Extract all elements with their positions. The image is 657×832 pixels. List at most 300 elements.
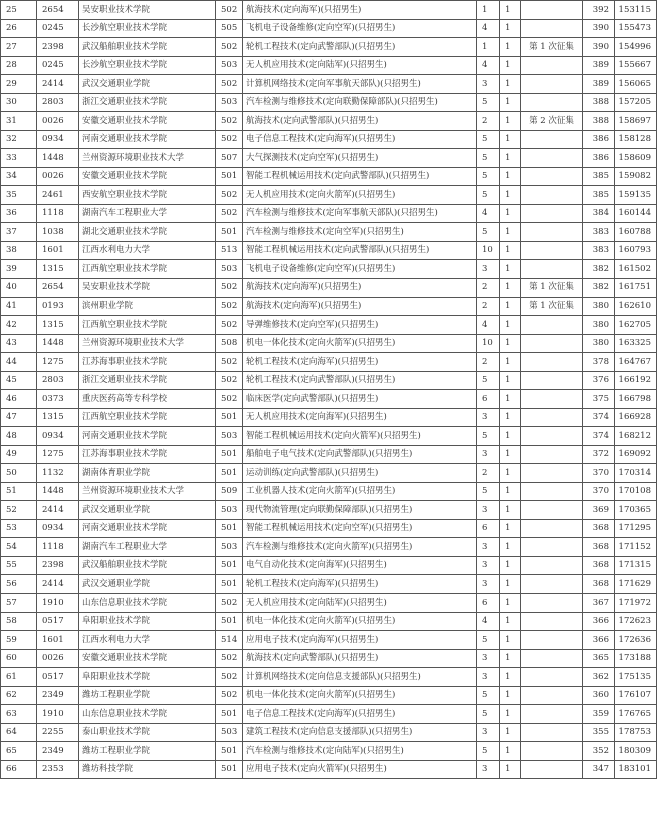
table-row <box>1 93 657 112</box>
school-name-cell: 潍坊工程职业学院 <box>79 742 216 761</box>
major-name-cell: 机电一体化技术(定向火箭军)(只招男生) <box>243 334 477 353</box>
collection-round-cell <box>521 594 583 613</box>
collection-round-cell <box>521 75 583 94</box>
min-rank-cell: 154996 <box>615 38 657 57</box>
major-name-cell: 轮机工程技术(定向武警部队)(只招男生) <box>243 371 477 390</box>
min-rank-cell: 156065 <box>615 75 657 94</box>
table-row <box>1 223 657 242</box>
major-name-cell: 智能工程机械运用技术(定向空军)(只招男生) <box>243 519 477 538</box>
admit-count-cell: 1 <box>500 501 521 520</box>
collection-round-cell <box>521 742 583 761</box>
plan-count-cell: 3 <box>477 668 500 687</box>
row-index-cell: 25 <box>1 1 37 20</box>
major-code-cell: 513 <box>216 241 243 260</box>
major-name-cell: 无人机应用技术(定向海军)(只招男生) <box>243 408 477 427</box>
row-index-cell: 57 <box>1 594 37 613</box>
min-rank-cell: 171972 <box>615 594 657 613</box>
row-index-cell: 49 <box>1 445 37 464</box>
table-row <box>1 316 657 335</box>
collection-round-cell <box>521 316 583 335</box>
admit-count-cell: 1 <box>500 519 521 538</box>
table-row <box>1 760 657 779</box>
row-index-cell: 40 <box>1 278 37 297</box>
plan-count-cell: 5 <box>477 482 500 501</box>
min-rank-cell: 170314 <box>615 464 657 483</box>
admit-count-cell: 1 <box>500 316 521 335</box>
admit-count-cell: 1 <box>500 149 521 168</box>
school-name-cell: 兰州资源环境职业技术大学 <box>79 334 216 353</box>
major-code-cell: 501 <box>216 742 243 761</box>
min-score-cell: 380 <box>583 297 615 316</box>
admit-count-cell: 1 <box>500 390 521 409</box>
min-score-cell: 352 <box>583 742 615 761</box>
collection-round-cell <box>521 631 583 650</box>
min-score-cell: 388 <box>583 112 615 131</box>
table-row <box>1 241 657 260</box>
school-name-cell: 安徽交通职业技术学院 <box>79 112 216 131</box>
row-index-cell: 43 <box>1 334 37 353</box>
table-row <box>1 668 657 687</box>
row-index-cell: 55 <box>1 556 37 575</box>
school-name-cell: 江苏海事职业技术学院 <box>79 445 216 464</box>
min-rank-cell: 166192 <box>615 371 657 390</box>
row-index-cell: 48 <box>1 427 37 446</box>
plan-count-cell: 5 <box>477 223 500 242</box>
admit-count-cell: 1 <box>500 353 521 372</box>
school-name-cell: 潍坊工程职业学院 <box>79 686 216 705</box>
school-name-cell: 重庆医药高等专科学校 <box>79 390 216 409</box>
admit-count-cell: 1 <box>500 204 521 223</box>
major-code-cell: 509 <box>216 482 243 501</box>
collection-round-cell <box>521 204 583 223</box>
table-row <box>1 519 657 538</box>
admit-count-cell: 1 <box>500 464 521 483</box>
major-code-cell: 502 <box>216 112 243 131</box>
min-score-cell: 368 <box>583 538 615 557</box>
school-name-cell: 江西航空职业技术学院 <box>79 260 216 279</box>
collection-round-cell <box>521 723 583 742</box>
school-code-cell: 2803 <box>37 371 79 390</box>
major-name-cell: 航海技术(定向海军)(只招男生) <box>243 1 477 20</box>
plan-count-cell: 5 <box>477 705 500 724</box>
min-rank-cell: 161751 <box>615 278 657 297</box>
major-code-cell: 501 <box>216 519 243 538</box>
row-index-cell: 53 <box>1 519 37 538</box>
table-row <box>1 482 657 501</box>
school-code-cell: 2353 <box>37 760 79 779</box>
major-name-cell: 无人机应用技术(定向陆军)(只招男生) <box>243 594 477 613</box>
school-name-cell: 江苏海事职业技术学院 <box>79 353 216 372</box>
plan-count-cell: 1 <box>477 38 500 57</box>
major-name-cell: 现代物流管理(定向联勤保障部队)(只招男生) <box>243 501 477 520</box>
row-index-cell: 31 <box>1 112 37 131</box>
school-code-cell: 1910 <box>37 705 79 724</box>
collection-round-cell <box>521 668 583 687</box>
table-row <box>1 390 657 409</box>
school-code-cell: 2414 <box>37 501 79 520</box>
min-rank-cell: 162705 <box>615 316 657 335</box>
table-row <box>1 575 657 594</box>
major-code-cell: 502 <box>216 297 243 316</box>
school-code-cell: 1275 <box>37 353 79 372</box>
plan-count-cell: 5 <box>477 130 500 149</box>
school-name-cell: 吴安职业技术学院 <box>79 1 216 20</box>
collection-round-cell <box>521 464 583 483</box>
collection-round-cell <box>521 427 583 446</box>
major-name-cell: 智能工程机械运用技术(定向武警部队)(只招男生) <box>243 167 477 186</box>
min-rank-cell: 155473 <box>615 19 657 38</box>
table-row <box>1 38 657 57</box>
min-score-cell: 370 <box>583 482 615 501</box>
admit-count-cell: 1 <box>500 445 521 464</box>
admit-count-cell: 1 <box>500 705 521 724</box>
major-code-cell: 501 <box>216 223 243 242</box>
school-code-cell: 1118 <box>37 538 79 557</box>
major-code-cell: 502 <box>216 75 243 94</box>
school-code-cell: 0026 <box>37 112 79 131</box>
min-score-cell: 386 <box>583 130 615 149</box>
collection-round-cell <box>521 186 583 205</box>
collection-round-cell <box>521 538 583 557</box>
admit-count-cell: 1 <box>500 482 521 501</box>
school-name-cell: 山东信息职业技术学院 <box>79 594 216 613</box>
school-code-cell: 2398 <box>37 556 79 575</box>
major-name-cell: 电子信息工程技术(定向海军)(只招男生) <box>243 705 477 724</box>
table-row <box>1 742 657 761</box>
table-row <box>1 75 657 94</box>
plan-count-cell: 4 <box>477 204 500 223</box>
min-rank-cell: 161502 <box>615 260 657 279</box>
row-index-cell: 65 <box>1 742 37 761</box>
row-index-cell: 30 <box>1 93 37 112</box>
admit-count-cell: 1 <box>500 130 521 149</box>
plan-count-cell: 2 <box>477 278 500 297</box>
school-name-cell: 滨州职业学院 <box>79 297 216 316</box>
major-code-cell: 502 <box>216 130 243 149</box>
school-name-cell: 河南交通职业技术学院 <box>79 130 216 149</box>
major-code-cell: 501 <box>216 556 243 575</box>
admit-count-cell: 1 <box>500 167 521 186</box>
admit-count-cell: 1 <box>500 427 521 446</box>
plan-count-cell: 4 <box>477 56 500 75</box>
collection-round-cell <box>521 149 583 168</box>
school-name-cell: 泰山职业技术学院 <box>79 723 216 742</box>
major-code-cell: 501 <box>216 445 243 464</box>
major-name-cell: 汽车检测与维修技术(定向空军)(只招男生) <box>243 223 477 242</box>
min-rank-cell: 172623 <box>615 612 657 631</box>
collection-round-cell: 第 2 次征集 <box>521 112 583 131</box>
row-index-cell: 46 <box>1 390 37 409</box>
admit-count-cell: 1 <box>500 260 521 279</box>
plan-count-cell: 2 <box>477 464 500 483</box>
collection-round-cell <box>521 241 583 260</box>
table-row <box>1 445 657 464</box>
table-row <box>1 353 657 372</box>
major-name-cell: 轮机工程技术(定向海军)(只招男生) <box>243 575 477 594</box>
school-code-cell: 2654 <box>37 1 79 20</box>
collection-round-cell: 第 1 次征集 <box>521 38 583 57</box>
school-name-cell: 武汉船舶职业技术学院 <box>79 556 216 575</box>
admit-count-cell: 1 <box>500 334 521 353</box>
major-code-cell: 503 <box>216 56 243 75</box>
min-score-cell: 376 <box>583 371 615 390</box>
table-row <box>1 186 657 205</box>
plan-count-cell: 5 <box>477 186 500 205</box>
admit-count-cell: 1 <box>500 112 521 131</box>
table-row <box>1 464 657 483</box>
school-code-cell: 0373 <box>37 390 79 409</box>
plan-count-cell: 3 <box>477 649 500 668</box>
school-code-cell: 0934 <box>37 130 79 149</box>
collection-round-cell <box>521 408 583 427</box>
major-code-cell: 501 <box>216 705 243 724</box>
school-code-cell: 2414 <box>37 575 79 594</box>
min-score-cell: 383 <box>583 241 615 260</box>
school-code-cell: 0026 <box>37 649 79 668</box>
major-name-cell: 临床医学(定向武警部队)(只招男生) <box>243 390 477 409</box>
major-name-cell: 汽车检测与维修技术(定向军事航天部队)(只招男生) <box>243 204 477 223</box>
major-name-cell: 大气探测技术(定向空军)(只招男生) <box>243 149 477 168</box>
table-row <box>1 649 657 668</box>
table-row <box>1 631 657 650</box>
major-code-cell: 502 <box>216 594 243 613</box>
min-score-cell: 368 <box>583 575 615 594</box>
school-code-cell: 0517 <box>37 668 79 687</box>
row-index-cell: 42 <box>1 316 37 335</box>
row-index-cell: 45 <box>1 371 37 390</box>
school-name-cell: 浙江交通职业技术学院 <box>79 371 216 390</box>
major-name-cell: 航海技术(定向武警部队)(只招男生) <box>243 649 477 668</box>
school-code-cell: 2349 <box>37 742 79 761</box>
plan-count-cell: 4 <box>477 612 500 631</box>
school-name-cell: 吴安职业技术学院 <box>79 278 216 297</box>
school-code-cell: 2398 <box>37 38 79 57</box>
major-name-cell: 飞机电子设备维修(定向空军)(只招男生) <box>243 260 477 279</box>
row-index-cell: 36 <box>1 204 37 223</box>
school-name-cell: 安徽交通职业技术学院 <box>79 649 216 668</box>
row-index-cell: 27 <box>1 38 37 57</box>
row-index-cell: 54 <box>1 538 37 557</box>
table-row <box>1 705 657 724</box>
school-name-cell: 兰州资源环境职业技术大学 <box>79 149 216 168</box>
row-index-cell: 37 <box>1 223 37 242</box>
school-name-cell: 河南交通职业技术学院 <box>79 427 216 446</box>
admit-count-cell: 1 <box>500 241 521 260</box>
min-rank-cell: 171152 <box>615 538 657 557</box>
school-code-cell: 0517 <box>37 612 79 631</box>
major-code-cell: 507 <box>216 149 243 168</box>
row-index-cell: 63 <box>1 705 37 724</box>
school-code-cell: 0193 <box>37 297 79 316</box>
plan-count-cell: 3 <box>477 556 500 575</box>
school-name-cell: 浙江交通职业技术学院 <box>79 93 216 112</box>
major-code-cell: 502 <box>216 649 243 668</box>
admit-count-cell: 1 <box>500 186 521 205</box>
table-row <box>1 130 657 149</box>
school-code-cell: 1118 <box>37 204 79 223</box>
min-rank-cell: 164767 <box>615 353 657 372</box>
min-score-cell: 369 <box>583 501 615 520</box>
school-name-cell: 江西航空职业技术学院 <box>79 316 216 335</box>
major-name-cell: 航海技术(定向海军)(只招男生) <box>243 297 477 316</box>
major-code-cell: 502 <box>216 186 243 205</box>
collection-round-cell <box>521 93 583 112</box>
min-score-cell: 367 <box>583 594 615 613</box>
plan-count-cell: 6 <box>477 519 500 538</box>
min-rank-cell: 176107 <box>615 686 657 705</box>
major-code-cell: 502 <box>216 278 243 297</box>
major-code-cell: 502 <box>216 371 243 390</box>
school-name-cell: 安徽交通职业技术学院 <box>79 167 216 186</box>
collection-round-cell <box>521 390 583 409</box>
school-name-cell: 长沙航空职业技术学院 <box>79 56 216 75</box>
row-index-cell: 60 <box>1 649 37 668</box>
major-name-cell: 轮机工程技术(定向海军)(只招男生) <box>243 353 477 372</box>
min-score-cell: 360 <box>583 686 615 705</box>
plan-count-cell: 5 <box>477 631 500 650</box>
table-row <box>1 149 657 168</box>
row-index-cell: 35 <box>1 186 37 205</box>
major-name-cell: 无人机应用技术(定向陆军)(只招男生) <box>243 56 477 75</box>
min-rank-cell: 166928 <box>615 408 657 427</box>
major-code-cell: 501 <box>216 167 243 186</box>
collection-round-cell <box>521 501 583 520</box>
major-code-cell: 502 <box>216 390 243 409</box>
collection-round-cell <box>521 575 583 594</box>
collection-round-cell <box>521 445 583 464</box>
plan-count-cell: 3 <box>477 501 500 520</box>
major-name-cell: 汽车检测与维修技术(定向火箭军)(只招男生) <box>243 538 477 557</box>
row-index-cell: 26 <box>1 19 37 38</box>
min-score-cell: 368 <box>583 556 615 575</box>
school-code-cell: 1315 <box>37 316 79 335</box>
school-code-cell: 1910 <box>37 594 79 613</box>
plan-count-cell: 5 <box>477 742 500 761</box>
table-row <box>1 686 657 705</box>
collection-round-cell <box>521 519 583 538</box>
admit-count-cell: 1 <box>500 612 521 631</box>
major-name-cell: 智能工程机械运用技术(定向火箭军)(只招男生) <box>243 427 477 446</box>
min-rank-cell: 158128 <box>615 130 657 149</box>
min-rank-cell: 157205 <box>615 93 657 112</box>
major-name-cell: 导弹维修技术(定向空军)(只招男生) <box>243 316 477 335</box>
plan-count-cell: 5 <box>477 149 500 168</box>
min-score-cell: 385 <box>583 186 615 205</box>
major-code-cell: 514 <box>216 631 243 650</box>
collection-round-cell <box>521 482 583 501</box>
admit-count-cell: 1 <box>500 760 521 779</box>
min-rank-cell: 158609 <box>615 149 657 168</box>
major-name-cell: 轮机工程技术(定向武警部队)(只招男生) <box>243 38 477 57</box>
collection-round-cell <box>521 353 583 372</box>
collection-round-cell <box>521 130 583 149</box>
row-index-cell: 64 <box>1 723 37 742</box>
major-code-cell: 503 <box>216 427 243 446</box>
table-row <box>1 112 657 131</box>
school-code-cell: 1275 <box>37 445 79 464</box>
school-name-cell: 湖北交通职业技术学院 <box>79 223 216 242</box>
admit-count-cell: 1 <box>500 668 521 687</box>
school-code-cell: 1132 <box>37 464 79 483</box>
admit-count-cell: 1 <box>500 556 521 575</box>
table-row <box>1 260 657 279</box>
row-index-cell: 44 <box>1 353 37 372</box>
plan-count-cell: 3 <box>477 260 500 279</box>
min-score-cell: 365 <box>583 649 615 668</box>
min-score-cell: 374 <box>583 427 615 446</box>
row-index-cell: 47 <box>1 408 37 427</box>
table-row <box>1 204 657 223</box>
school-name-cell: 武汉交通职业学院 <box>79 501 216 520</box>
school-code-cell: 1315 <box>37 408 79 427</box>
table-row <box>1 723 657 742</box>
row-index-cell: 32 <box>1 130 37 149</box>
table-row <box>1 594 657 613</box>
school-code-cell: 2461 <box>37 186 79 205</box>
major-name-cell: 机电一体化技术(定向火箭军)(只招男生) <box>243 612 477 631</box>
plan-count-cell: 4 <box>477 19 500 38</box>
plan-count-cell: 10 <box>477 241 500 260</box>
school-code-cell: 1601 <box>37 241 79 260</box>
min-score-cell: 370 <box>583 464 615 483</box>
major-name-cell: 汽车检测与维修技术(定向陆军)(只招男生) <box>243 742 477 761</box>
major-code-cell: 501 <box>216 760 243 779</box>
min-rank-cell: 170365 <box>615 501 657 520</box>
plan-count-cell: 5 <box>477 167 500 186</box>
plan-count-cell: 2 <box>477 112 500 131</box>
school-code-cell: 1601 <box>37 631 79 650</box>
collection-round-cell <box>521 371 583 390</box>
row-index-cell: 38 <box>1 241 37 260</box>
school-code-cell: 2414 <box>37 75 79 94</box>
row-index-cell: 41 <box>1 297 37 316</box>
school-name-cell: 阜阳职业技术学院 <box>79 668 216 687</box>
school-code-cell: 0934 <box>37 519 79 538</box>
table-row <box>1 1 657 20</box>
school-code-cell: 0934 <box>37 427 79 446</box>
min-rank-cell: 178753 <box>615 723 657 742</box>
row-index-cell: 34 <box>1 167 37 186</box>
major-name-cell: 智能工程机械运用技术(定向武警部队)(只招男生) <box>243 241 477 260</box>
major-code-cell: 502 <box>216 353 243 372</box>
major-name-cell: 运动训练(定向武警部队)(只招男生) <box>243 464 477 483</box>
row-index-cell: 52 <box>1 501 37 520</box>
school-name-cell: 西安航空职业技术学院 <box>79 186 216 205</box>
min-rank-cell: 159135 <box>615 186 657 205</box>
table-row <box>1 371 657 390</box>
table-row <box>1 612 657 631</box>
admit-count-cell: 1 <box>500 538 521 557</box>
row-index-cell: 51 <box>1 482 37 501</box>
min-rank-cell: 168212 <box>615 427 657 446</box>
major-name-cell: 建筑工程技术(定向信息支援部队)(只招男生) <box>243 723 477 742</box>
min-score-cell: 355 <box>583 723 615 742</box>
major-code-cell: 502 <box>216 1 243 20</box>
school-name-cell: 湖南汽车工程职业大学 <box>79 538 216 557</box>
major-code-cell: 503 <box>216 501 243 520</box>
row-index-cell: 33 <box>1 149 37 168</box>
collection-round-cell <box>521 56 583 75</box>
table-row <box>1 19 657 38</box>
major-name-cell: 飞机电子设备维修(定向空军)(只招男生) <box>243 19 477 38</box>
min-rank-cell: 180309 <box>615 742 657 761</box>
row-index-cell: 66 <box>1 760 37 779</box>
collection-round-cell <box>521 334 583 353</box>
admit-count-cell: 1 <box>500 93 521 112</box>
plan-count-cell: 1 <box>477 1 500 20</box>
row-index-cell: 58 <box>1 612 37 631</box>
min-rank-cell: 175135 <box>615 668 657 687</box>
